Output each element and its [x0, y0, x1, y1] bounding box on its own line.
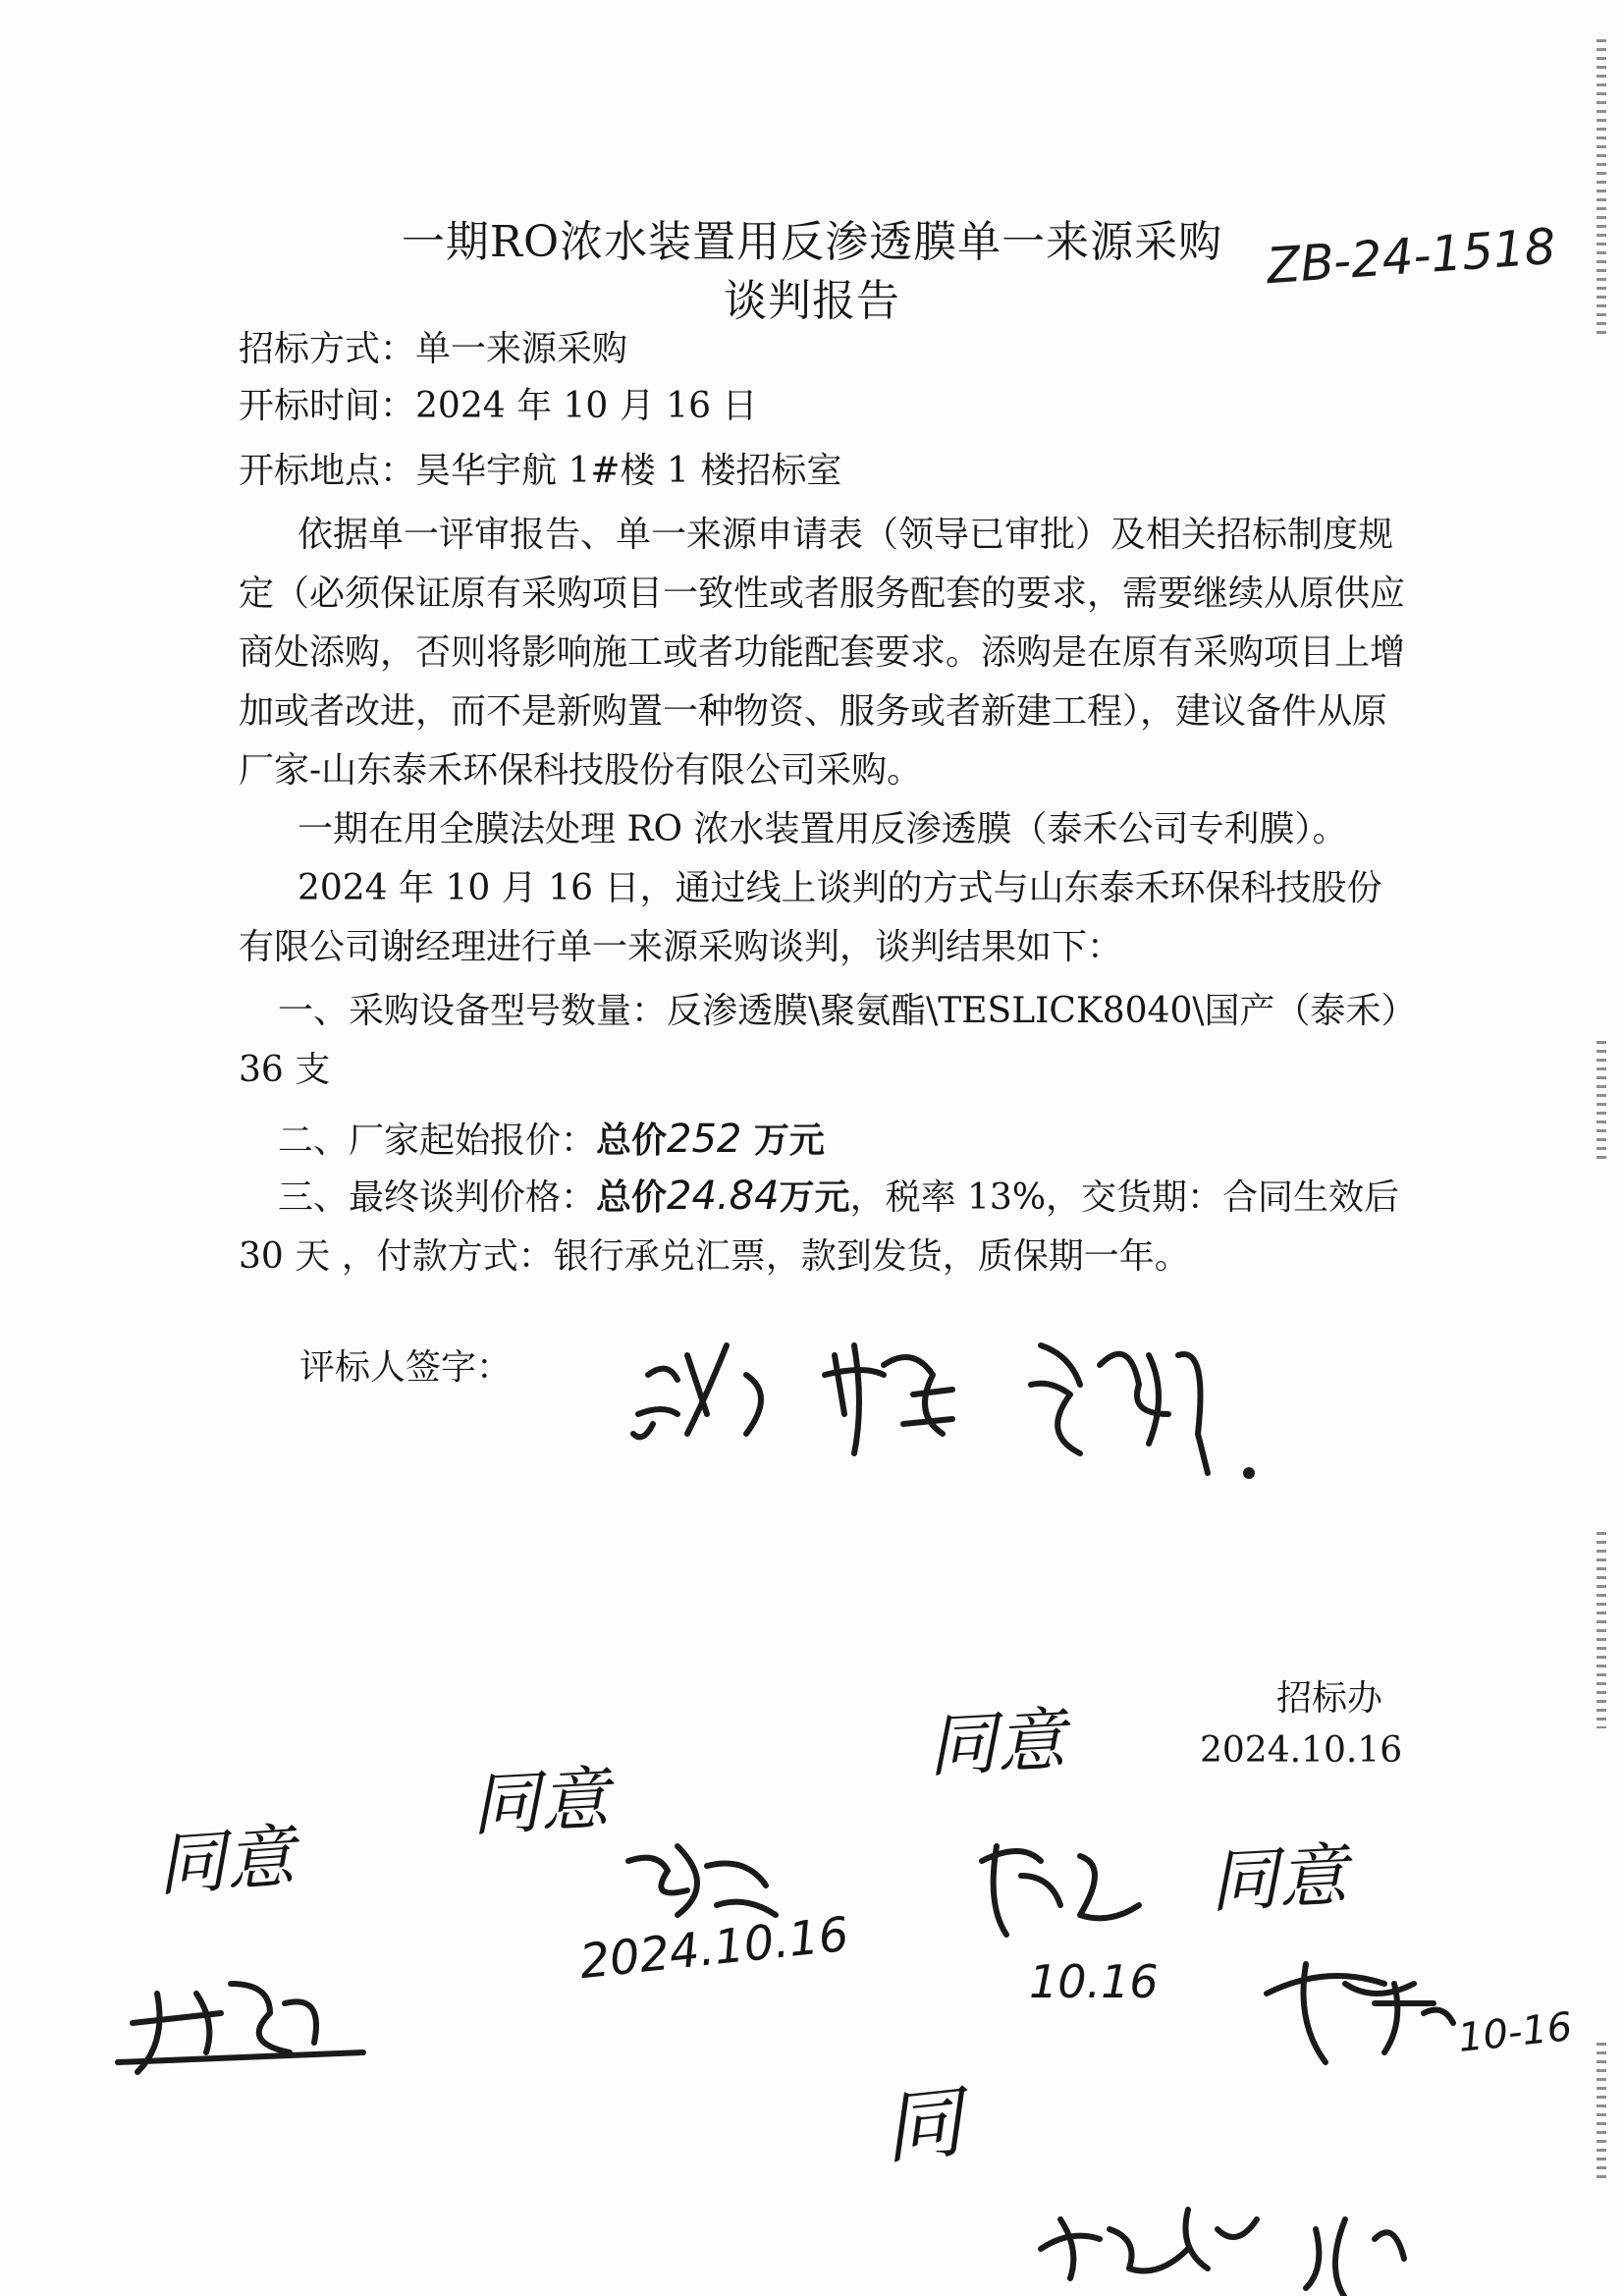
field-label: 开标地点：	[239, 451, 416, 491]
handwritten-approval: 同	[879, 2076, 967, 2175]
handwritten-approval: 同意	[154, 1816, 298, 1906]
handwritten-approval: 同意	[468, 1758, 612, 1846]
field-value: 2024 年 10 月 16 日	[415, 386, 758, 426]
document-subtitle: 谈判报告	[724, 276, 900, 326]
field-label: 招标方式：	[239, 329, 416, 369]
handwritten-date: 2024.10.16	[576, 1906, 852, 1991]
handwritten-amount: 24.84	[667, 1174, 780, 1219]
field-value: 单一来源采购	[415, 329, 628, 369]
handwritten-date: 10-16	[1455, 2004, 1575, 2061]
signature-scribble	[628, 1846, 776, 1915]
field-value: 昊华宇航 1#楼 1 楼招标室	[415, 451, 842, 491]
handwritten-amount: 252	[667, 1117, 742, 1162]
total-label: 总价	[596, 1120, 668, 1161]
evaluator-signature-label: 评标人签字：	[299, 1347, 513, 1388]
item-label: 二、厂家起始报价：	[278, 1121, 597, 1161]
signature-scribble	[633, 1345, 761, 1437]
signature-scribble	[1031, 1345, 1208, 1473]
issuing-office: 招标办	[1276, 1678, 1383, 1719]
item-label: 三、最终谈判价格：	[278, 1177, 597, 1218]
document-title: 一期RO浓水装置用反渗透膜单一来源采购	[401, 217, 1223, 267]
signature-scribble	[825, 1345, 952, 1453]
field-label: 开标时间：	[239, 386, 416, 426]
paragraph-basis: 依据单一评审报告、单一来源申请表（领导已审批）及相关招标制度规定（必须保证原有采购项目一致性或者服务配套的要求，需要继续从原供应商处添购，否则将影响施工或者功能配套要求。添购是在原有采购项目上增加或者改进，而不是新购置一种物资、服务或者新建工程），建议备件从原厂家-山东泰禾环保科技股份有限公司采购。	[239, 515, 1406, 791]
unit-label: 万元	[779, 1176, 850, 1218]
total-label: 总价	[596, 1176, 668, 1218]
terms-text: ，税率 13%，交货期：合同生效后 30 天 ，付款方式：银行承兑汇票，款到发货，质保期一年。	[239, 1177, 1400, 1277]
signature-scribble	[118, 1984, 363, 2072]
issuing-date: 2024.10.16	[1200, 1730, 1403, 1771]
signature-scribble	[1267, 1964, 1453, 2062]
handwritten-date: 10.16	[1029, 1955, 1159, 2008]
document-number-handwritten: ZB-24-1518	[1265, 217, 1558, 296]
handwritten-approval: 同意	[1207, 1834, 1350, 1923]
signature-scribble	[1306, 2219, 1404, 2296]
signature-scribble	[1041, 2210, 1257, 2278]
signature-scribble	[982, 1846, 1139, 1935]
paragraph-membrane: 一期在用全膜法处理 RO 浓水装置用反渗透膜（泰禾公司专利膜）。	[298, 809, 1348, 849]
paragraph-negotiation: 2024 年 10 月 16 日，通过线上谈判的方式与山东泰禾环保科技股份有限公司谢经理进行单一来源采购谈判，谈判结果如下：	[239, 868, 1382, 967]
handwritten-approval: 同意	[925, 1699, 1068, 1787]
item-equipment: 一、采购设备型号数量：反渗透膜\聚氨酯\TESLICK8040\国产（泰禾） 36 支	[239, 991, 1417, 1090]
unit-label: 万元	[741, 1120, 825, 1161]
signature-dot	[1246, 1470, 1252, 1476]
